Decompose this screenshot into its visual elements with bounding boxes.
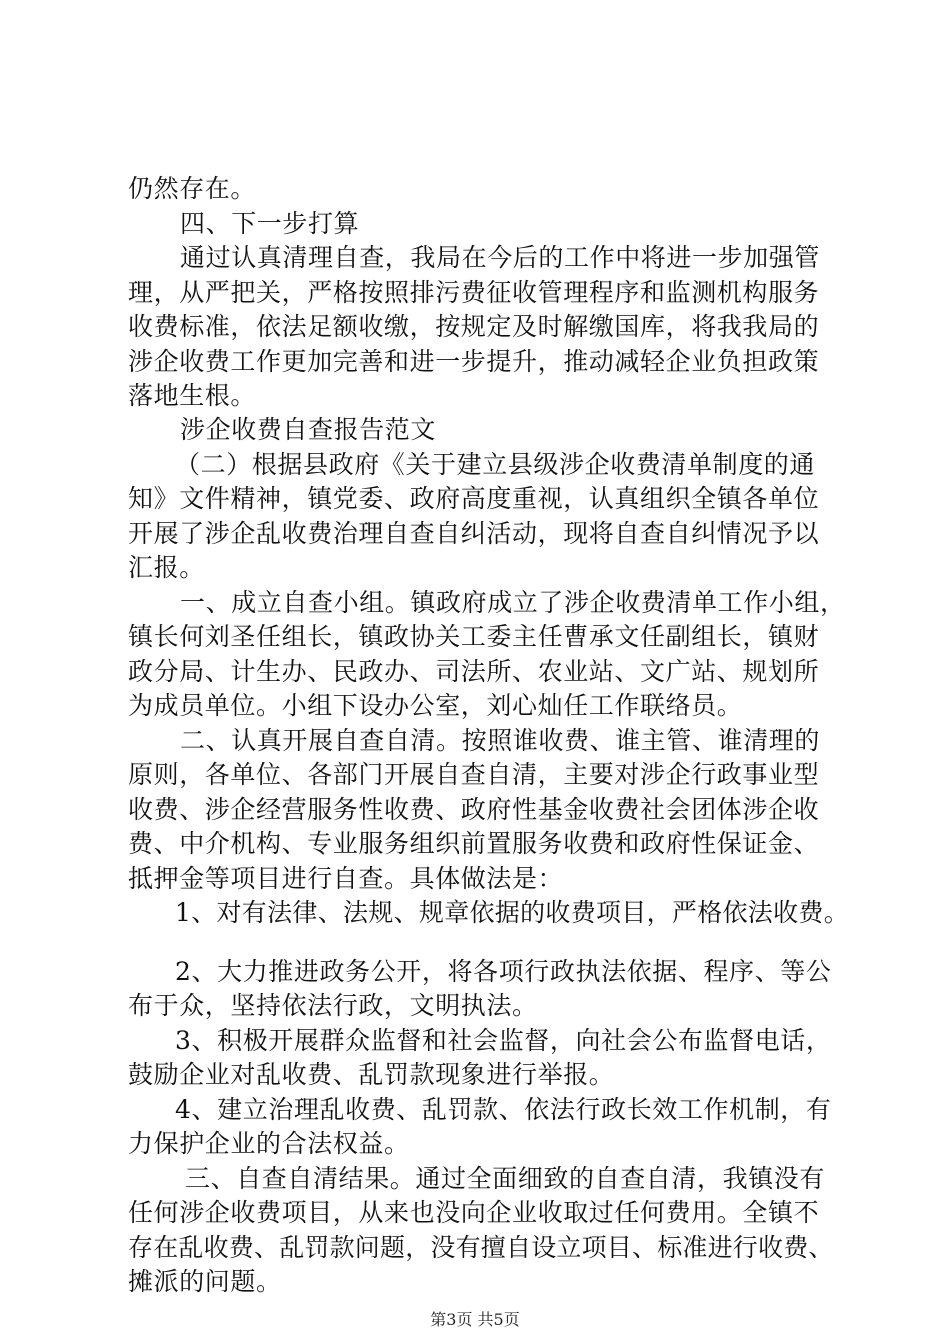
text-line: 知》文件精神，镇党委、政府高度重视，认真组织全镇各单位 — [128, 484, 820, 513]
text-line: 原则，各单位、各部门开展自查自清，主要对涉企行政事业型 — [128, 760, 820, 789]
text-line: 任何涉企收费项目，从来也没向企业收取过任何费用。全镇不 — [128, 1198, 820, 1227]
text-line: 汇报。 — [128, 553, 205, 582]
page-number: 第3页 共5页 — [430, 1310, 520, 1329]
text-line: 涉企收费工作更加完善和进一步提升，推动减轻企业负担政策 — [128, 347, 820, 376]
text-line: 3、积极开展群众监督和社会监督，向社会公布监督电话， — [175, 1026, 832, 1055]
text-line: 仍然存在。 — [128, 174, 257, 203]
text-line: 落地生根。 — [128, 381, 257, 410]
text-line: 开展了涉企乱收费治理自查自纠活动，现将自查自纠情况予以 — [128, 519, 820, 548]
text-line: 存在乱收费、乱罚款问题，没有擅自设立项目、标准进行收费、 — [128, 1233, 834, 1262]
text-line: 布于众，坚持依法行政，文明执法。 — [128, 991, 538, 1020]
text-line: 1、对有法律、法规、规章依据的收费项目，严格依法收费。 — [175, 898, 850, 927]
text-line: 通过认真清理自查，我局在今后的工作中将进一步加强管 — [180, 243, 821, 272]
text-line: 一、成立自查小组。镇政府成立了涉企收费清单工作小组， — [180, 588, 846, 617]
text-line: 4、建立治理乱收费、乱罚款、依法行政长效工作机制，有 — [175, 1095, 832, 1124]
text-line: 政分局、计生办、民政办、司法所、农业站、文广站、规划所 — [128, 657, 820, 686]
text-line: 鼓励企业对乱收费、乱罚款现象进行举报。 — [128, 1060, 615, 1089]
text-line: 2、大力推进政务公开，将各项行政执法依据、程序、等公 — [175, 957, 832, 986]
text-line: （二）根据县政府《关于建立县级涉企收费清单制度的通 — [175, 450, 816, 479]
text-line: 为成员单位。小组下设办公室，刘心灿任工作联络员。 — [128, 691, 743, 720]
text-line: 摊派的问题。 — [128, 1267, 282, 1296]
text-line: 抵押金等项目进行自查。具体做法是： — [128, 864, 564, 893]
text-line: 二、认真开展自查自清。按照谁收费、谁主管、谁清理的 — [180, 726, 821, 755]
text-line: 三、自查自清结果。通过全面细致的自查自清，我镇没有 — [185, 1164, 826, 1193]
text-line: 收费、涉企经营服务性收费、政府性基金收费社会团体涉企收 — [128, 795, 820, 824]
text-line: 收费标准，依法足额收缴，按规定及时解缴国库，将我我局的 — [128, 312, 820, 341]
text-line: 理，从严把关，严格按照排污费征收管理程序和监测机构服务 — [128, 278, 820, 307]
text-line: 镇长何刘圣任组长，镇政协关工委主任曹承文任副组长，镇财 — [128, 622, 820, 651]
text-line: 力保护企业的合法权益。 — [128, 1129, 410, 1158]
text-line: 费、中介机构、专业服务组织前置服务收费和政府性保证金、 — [128, 829, 820, 858]
document-title: 涉企收费自查报告范文 — [180, 415, 437, 444]
section-heading: 四、下一步打算 — [180, 209, 360, 238]
